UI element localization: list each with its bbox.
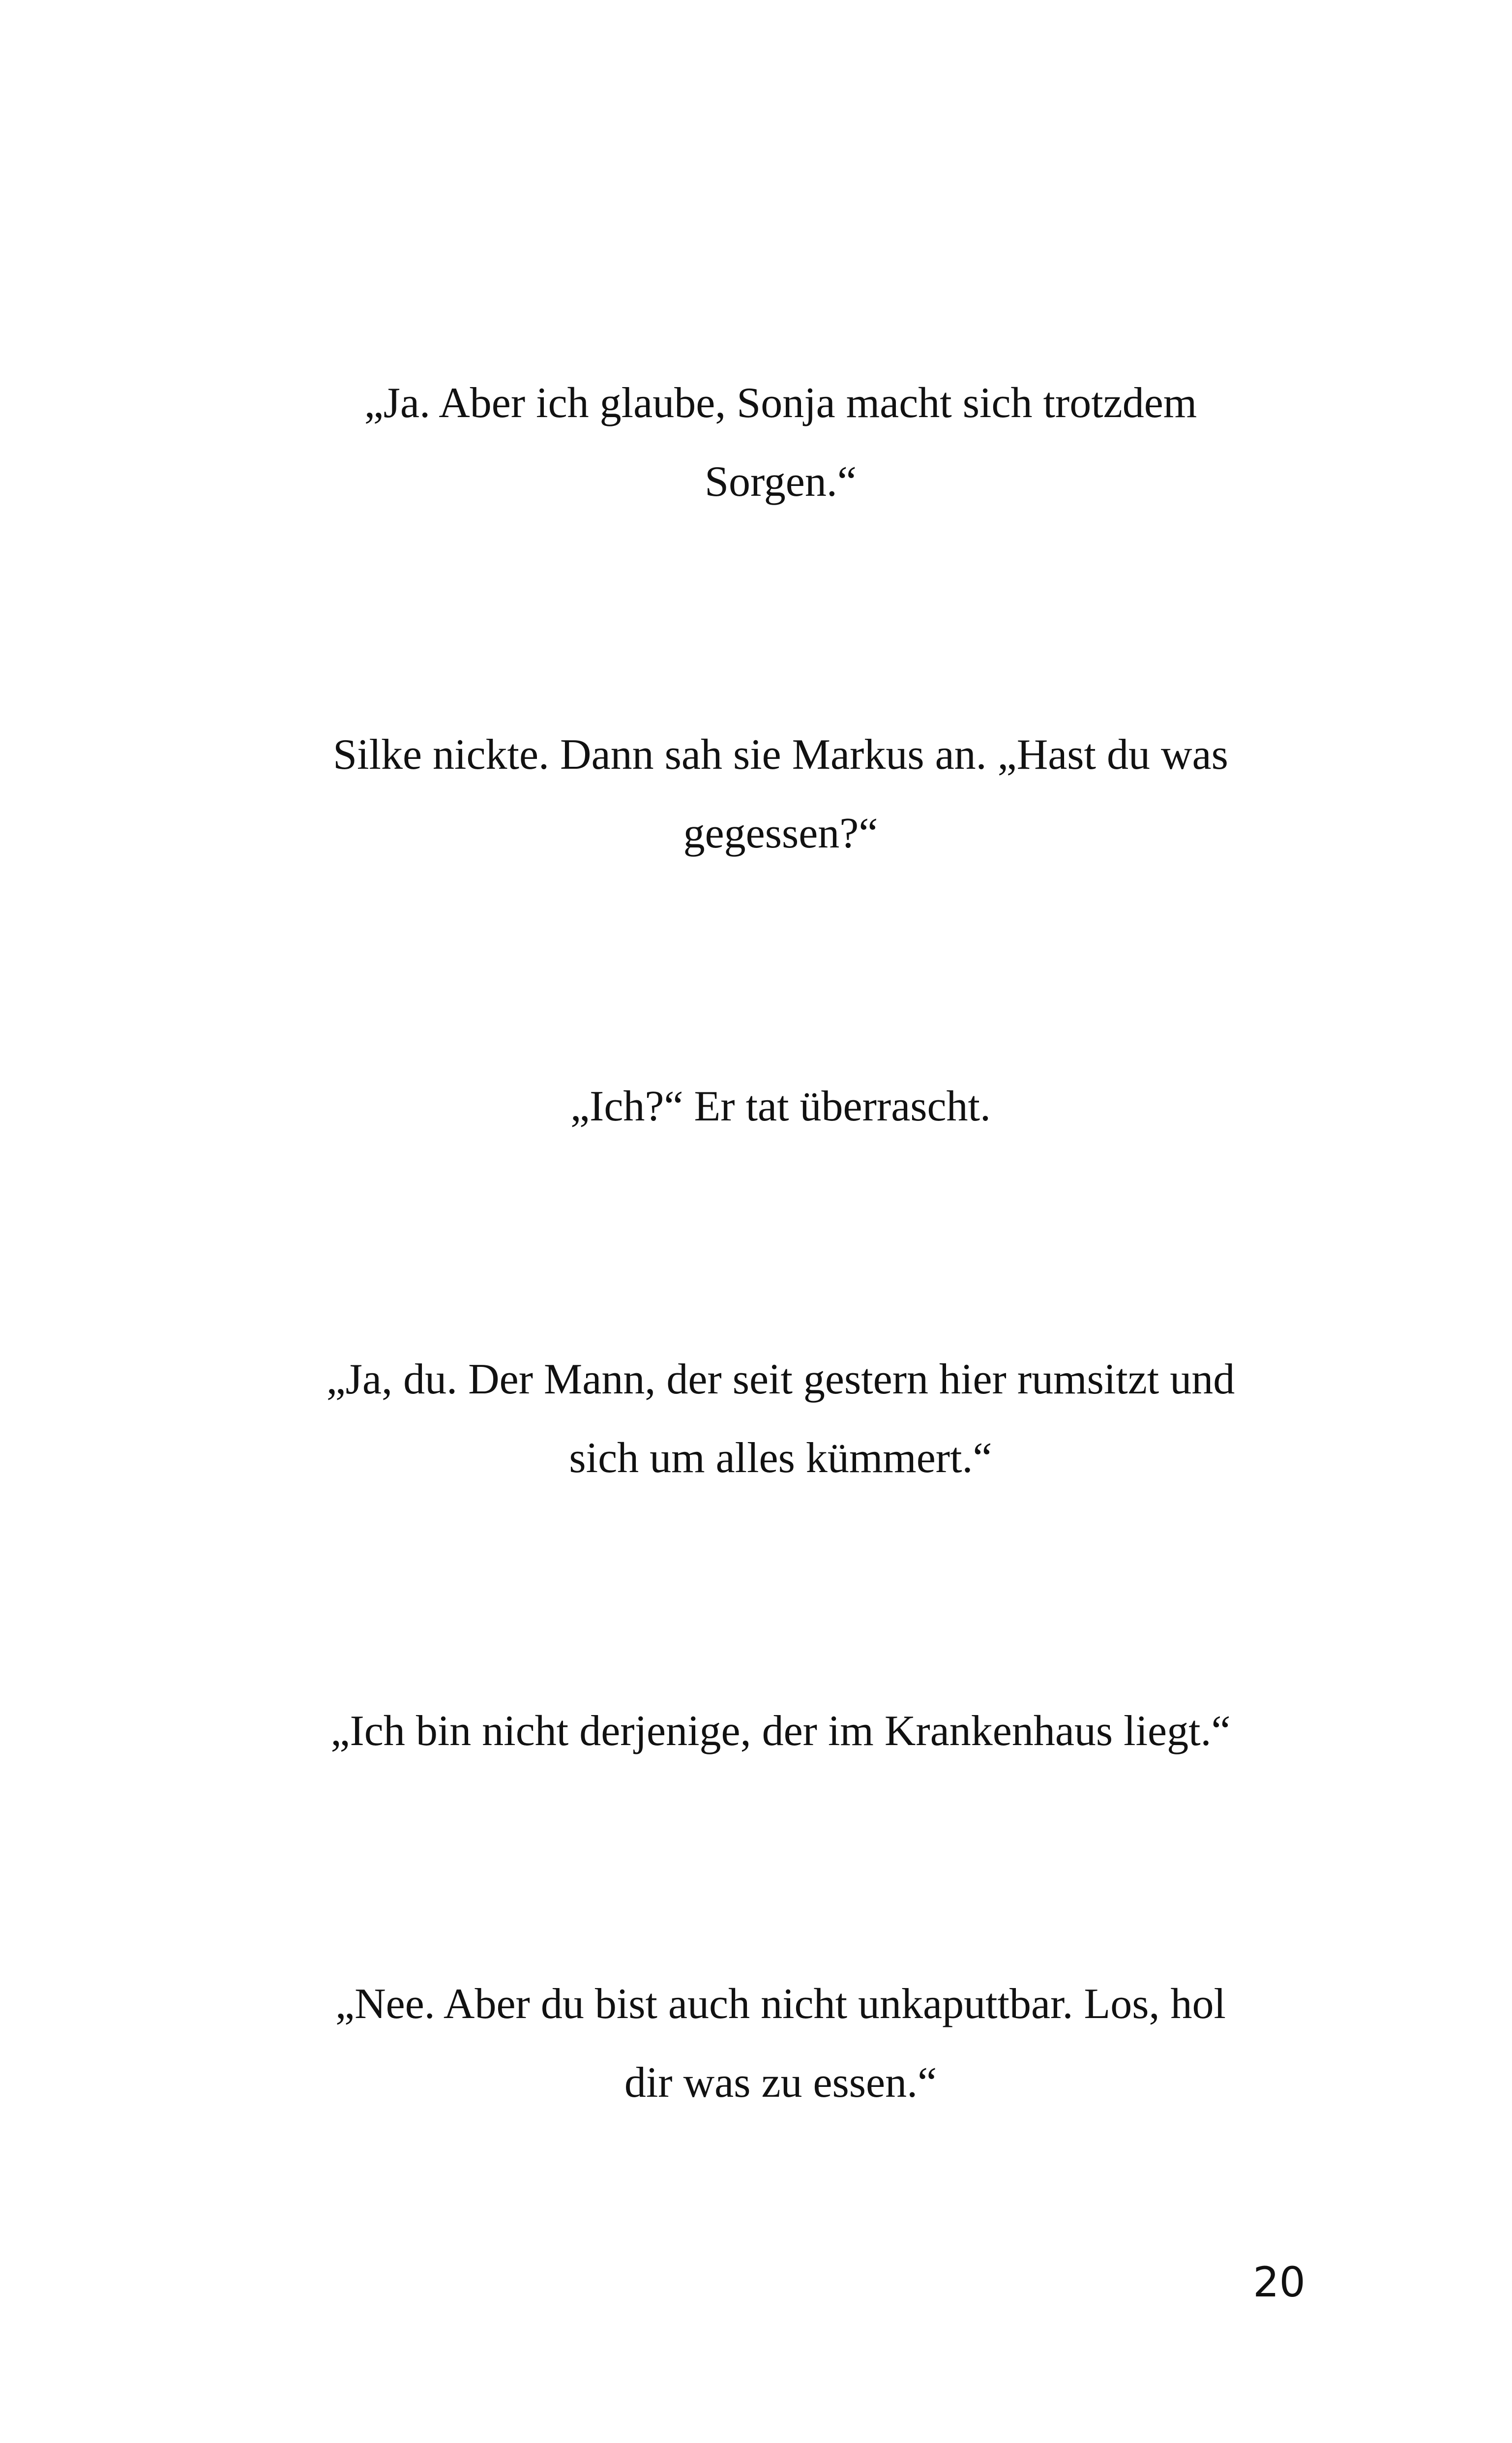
paragraph-3-line-1: „Ich?“ Er tat überrascht. [570,1083,991,1130]
paragraph-1-line-1: „Ja. Aber ich glaube, Sonja macht sich trotzdem [364,379,1197,427]
paragraph-4-line-2: sich um alles kümmert.“ [569,1434,992,1482]
paragraph-6-line-2: dir was zu essen.“ [624,2059,937,2107]
paragraph-2-line-2: gegessen?“ [683,810,878,857]
dialogue-paragraph-3 [295,1067,1266,1146]
paragraph-4-line-1: „Ja, du. Der Mann, der seit gestern hier rumsitzt und [326,1356,1235,1403]
dialogue-paragraph-5 [295,1692,1266,1771]
dialogue-paragraph-6 [295,1965,1266,2122]
dialogue-paragraph-1 [295,364,1266,521]
paragraph-1-line-2: Sorgen.“ [705,458,857,506]
dialogue-paragraph-2 [295,716,1266,873]
paragraph-6-line-1: „Nee. Aber du bist auch nicht unkaputtbar. Los, hol [335,1980,1226,2028]
dialogue-paragraph-4 [295,1340,1266,1498]
page-number: 20 [1253,2258,1305,2306]
paragraph-5-line-1: „Ich bin nicht derjenige, der im Krankenhaus liegt.“ [330,1707,1231,1755]
paragraph-2-line-1: Silke nickte. Dann sah sie Markus an. „Hast du was [333,731,1228,779]
